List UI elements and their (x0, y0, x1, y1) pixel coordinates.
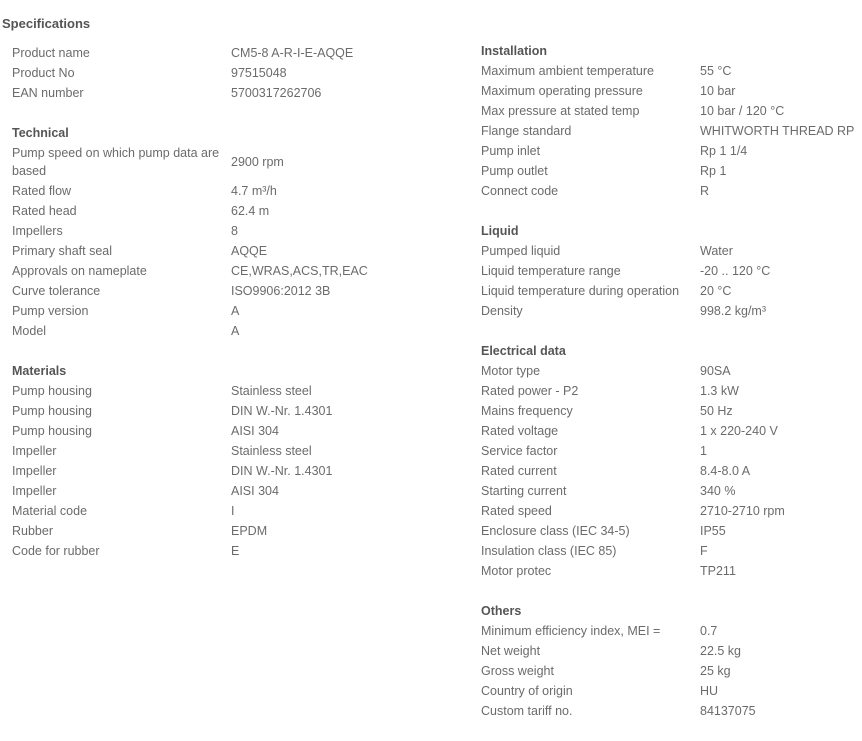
spec-value: 25 kg (700, 664, 731, 678)
spec-row (12, 421, 462, 441)
spec-section-others (481, 601, 862, 721)
spec-row (12, 381, 462, 401)
spec-label: Liquid temperature during operation (481, 284, 680, 298)
spec-row (481, 701, 862, 721)
spec-value: Stainless steel (231, 384, 312, 398)
spec-label: Gross weight (481, 664, 554, 678)
spec-row (12, 43, 462, 63)
spec-value: 1.3 kW (700, 384, 739, 398)
spec-value: 10 bar (700, 84, 736, 98)
spec-label: Rated voltage (481, 424, 559, 438)
spec-label: Rated power - P2 (481, 384, 579, 398)
spec-row (481, 181, 862, 201)
spec-row (481, 421, 862, 441)
spec-row (12, 321, 462, 341)
spec-row (12, 83, 462, 103)
spec-value: 10 bar / 120 °C (700, 104, 785, 118)
spec-row (481, 141, 862, 161)
spec-label: Max pressure at stated temp (481, 104, 640, 118)
spec-row (481, 241, 862, 261)
spec-row (481, 681, 862, 701)
spec-section-general (12, 43, 462, 103)
right-column (481, 41, 862, 741)
spec-value: DIN W.-Nr. 1.4301 (231, 404, 333, 418)
spec-value: 340 % (700, 484, 736, 498)
spec-value: TP211 (700, 564, 736, 578)
spec-value: 2710-2710 rpm (700, 504, 785, 518)
spec-row (481, 121, 862, 141)
spec-value: ISO9906:2012 3B (231, 284, 331, 298)
spec-row (481, 261, 862, 281)
spec-label: Product No (12, 66, 75, 80)
section-heading: Installation (481, 44, 547, 58)
spec-row (12, 201, 462, 221)
spec-label: Impellers (12, 224, 63, 238)
spec-row (481, 301, 862, 321)
spec-row (481, 441, 862, 461)
spec-label: Rubber (12, 524, 53, 538)
spec-value: Water (700, 244, 733, 258)
spec-row (12, 521, 462, 541)
spec-label: Material code (12, 504, 88, 518)
spec-row (481, 81, 862, 101)
spec-value: A (231, 304, 240, 318)
spec-row (12, 221, 462, 241)
spec-row (481, 101, 862, 121)
spec-label: Density (481, 304, 523, 318)
spec-label: Model (12, 324, 47, 338)
spec-label: Pump housing (12, 384, 92, 398)
spec-value: 90SA (700, 364, 731, 378)
spec-label: Impeller (12, 464, 57, 478)
spec-label: Pump inlet (481, 144, 541, 158)
spec-label: Pump outlet (481, 164, 548, 178)
spec-label: Mains frequency (481, 404, 573, 418)
spec-value: 8.4-8.0 A (700, 464, 751, 478)
spec-value: 97515048 (231, 66, 287, 80)
left-column (12, 43, 462, 581)
spec-label: Starting current (481, 484, 567, 498)
spec-value: 20 °C (700, 284, 732, 298)
spec-row (12, 143, 462, 181)
spec-row (12, 541, 462, 561)
spec-row (481, 501, 862, 521)
spec-section-technical (12, 123, 462, 341)
spec-section-electrical-data (481, 341, 862, 581)
spec-row (12, 63, 462, 83)
spec-row (481, 281, 862, 301)
spec-value: 1 x 220-240 V (700, 424, 778, 438)
spec-section-materials (12, 361, 462, 561)
spec-value: Rp 1 (700, 164, 727, 178)
section-heading: Materials (12, 364, 67, 378)
spec-row (12, 441, 462, 461)
spec-section-installation (481, 41, 862, 201)
spec-row (481, 481, 862, 501)
spec-label: Net weight (481, 644, 541, 658)
spec-label: Rated flow (12, 184, 72, 198)
spec-row (12, 301, 462, 321)
spec-value: I (231, 504, 235, 518)
spec-label: Impeller (12, 444, 57, 458)
spec-section-liquid (481, 221, 862, 321)
spec-label: Pump speed on which pump data are based (12, 146, 220, 178)
spec-row (12, 181, 462, 201)
spec-value: 50 Hz (700, 404, 733, 418)
spec-value: 4.7 m³/h (231, 184, 277, 198)
spec-row (481, 641, 862, 661)
spec-label: Insulation class (IEC 85) (481, 544, 617, 558)
spec-label: Pumped liquid (481, 244, 561, 258)
spec-value: CM5-8 A-R-I-E-AQQE (231, 46, 354, 60)
spec-value: WHITWORTH THREAD RP (700, 124, 855, 138)
spec-value: AISI 304 (231, 484, 279, 498)
spec-label: EAN number (12, 86, 84, 100)
spec-row (481, 541, 862, 561)
spec-row (481, 361, 862, 381)
spec-label: Rated speed (481, 504, 552, 518)
spec-label: Pump housing (12, 404, 92, 418)
spec-label: Connect code (481, 184, 559, 198)
spec-value: CE,WRAS,ACS,TR,EAC (231, 264, 368, 278)
spec-label: Custom tariff no. (481, 704, 573, 718)
spec-value: 1 (700, 444, 707, 458)
spec-value: 84137075 (700, 704, 756, 718)
spec-value: E (231, 544, 240, 558)
spec-value: 0.7 (700, 624, 718, 638)
spec-value: AISI 304 (231, 424, 279, 438)
spec-label: Enclosure class (IEC 34-5) (481, 524, 630, 538)
spec-row (12, 501, 462, 521)
spec-value: IP55 (700, 524, 726, 538)
spec-row (12, 401, 462, 421)
spec-row (481, 381, 862, 401)
spec-label: Motor type (481, 364, 541, 378)
spec-value: 998.2 kg/m³ (700, 304, 767, 318)
section-heading: Technical (12, 126, 69, 140)
spec-value: 62.4 m (231, 204, 270, 218)
spec-row (12, 261, 462, 281)
spec-row (481, 461, 862, 481)
spec-label: Country of origin (481, 684, 573, 698)
spec-label: Curve tolerance (12, 284, 101, 298)
spec-row (12, 281, 462, 301)
spec-label: Maximum operating pressure (481, 84, 643, 98)
spec-label: Impeller (12, 484, 57, 498)
spec-row (481, 621, 862, 641)
spec-row (12, 481, 462, 501)
section-heading: Others (481, 604, 522, 618)
spec-label: Pump housing (12, 424, 92, 438)
spec-value: EPDM (231, 524, 268, 538)
spec-row (481, 661, 862, 681)
spec-value: DIN W.-Nr. 1.4301 (231, 464, 333, 478)
spec-value: 8 (231, 224, 238, 238)
spec-label: Service factor (481, 444, 558, 458)
spec-value: 22.5 kg (700, 644, 742, 658)
spec-value: -20 .. 120 °C (700, 264, 771, 278)
spec-label: Pump version (12, 304, 89, 318)
spec-label: Primary shaft seal (12, 244, 113, 258)
spec-value: 55 °C (700, 64, 732, 78)
page-title: Specifications (2, 16, 91, 31)
spec-label: Rated head (12, 204, 77, 218)
spec-value: F (700, 544, 708, 558)
spec-label: Code for rubber (12, 544, 100, 558)
section-heading: Liquid (481, 224, 519, 238)
spec-label: Motor protec (481, 564, 552, 578)
spec-value: A (231, 324, 240, 338)
spec-row (481, 61, 862, 81)
spec-value: 2900 rpm (231, 155, 284, 169)
spec-row (481, 561, 862, 581)
section-heading: Electrical data (481, 344, 566, 358)
spec-value: R (700, 184, 710, 198)
spec-row (12, 241, 462, 261)
spec-row (12, 461, 462, 481)
spec-label: Product name (12, 46, 90, 60)
spec-row (481, 161, 862, 181)
spec-label: Flange standard (481, 124, 572, 138)
spec-value: 5700317262706 (231, 86, 322, 100)
spec-label: Liquid temperature range (481, 264, 621, 278)
spec-row (481, 521, 862, 541)
spec-value: HU (700, 684, 719, 698)
spec-value: AQQE (231, 244, 268, 258)
spec-row (481, 401, 862, 421)
spec-label: Rated current (481, 464, 557, 478)
spec-value: Rp 1 1/4 (700, 144, 748, 158)
spec-label: Maximum ambient temperature (481, 64, 654, 78)
spec-value: Stainless steel (231, 444, 312, 458)
spec-label: Minimum efficiency index, MEI = (481, 624, 661, 638)
spec-label: Approvals on nameplate (12, 264, 147, 278)
